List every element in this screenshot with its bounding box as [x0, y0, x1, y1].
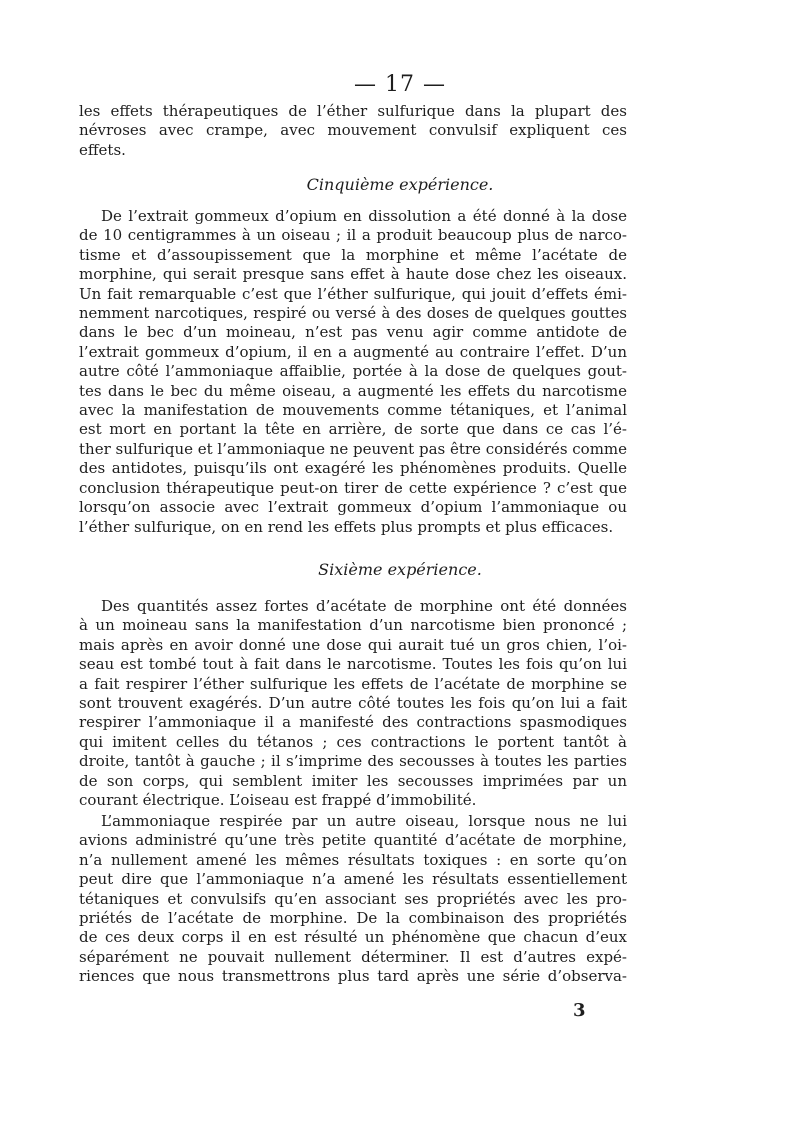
intro-paragraph: [79, 102, 627, 160]
text-line: dans le bec d’un moineau, n’est pas venu agir comme antidote de: [79, 323, 627, 342]
text-line: n’a nullement amené les mêmes résultats toxiques : en sorte qu’on: [79, 850, 627, 869]
section-heading-sixieme: Sixième expérience.: [318, 560, 482, 579]
text-line: des antidotes, puisqu’ils ont exagéré les phénomènes produits. Quelle: [79, 459, 627, 478]
text-line: riences que nous transmettrons plus tard après une série d’observa-: [79, 967, 627, 986]
text-line: névroses avec crampe, avec mouvement convulsif expliquent ces: [79, 121, 627, 140]
text-line: effets.: [79, 140, 126, 159]
text-line: droite, tantôt à gauche ; il s’imprime des secousses à toutes les parties: [79, 752, 627, 771]
text-line: Un fait remarquable c’est que l’éther sulfurique, qui jouit d’effets émi-: [79, 284, 627, 303]
text-line: avec la manifestation de mouvements comme tétaniques, et l’animal: [79, 401, 627, 420]
text-line: a fait respirer l’éther sulfurique les effets de l’acétate de morphine se: [79, 674, 627, 693]
text-line: de ces deux corps il en est résulté un phénomène que chacun d’eux: [79, 928, 627, 947]
text-line: courant électrique. L’oiseau est frappé d’immobilité.: [79, 791, 477, 810]
section6-paragraph-1: [79, 597, 627, 810]
text-line: sont trouvent exagérés. D’un autre côté toutes les fois qu’on lui a fait: [79, 694, 627, 713]
text-line: seau est tombé tout à fait dans le narcotisme. Toutes les fois qu’on lui: [79, 655, 627, 674]
text-line: de 10 centigrammes à un oiseau ; il a produit beaucoup plus de narco-: [79, 226, 627, 245]
text-line: autre côté l’ammoniaque affaiblie, portée à la dose de quelques gout-: [79, 362, 627, 381]
signature-mark: 3: [573, 1000, 586, 1021]
section-heading-cinquieme: Cinquième expérience.: [306, 175, 494, 194]
text-line: mais après en avoir donné une dose qui aurait tué un gros chien, l’oi-: [79, 635, 627, 654]
text-line: qui imitent celles du tétanos ; ces contractions le portent tantôt à: [79, 732, 627, 751]
section5-paragraph: [79, 207, 627, 537]
page-number: — 17 —: [354, 72, 446, 97]
text-line: tétaniques et convulsifs qu’en associant ses propriétés avec les pro-: [79, 889, 627, 908]
text-line: Des quantités assez fortes d’acétate de morphine ont été données: [101, 597, 627, 615]
text-line: à un moineau sans la manifestation d’un narcotisme bien prononcé ;: [79, 616, 627, 635]
text-line: de son corps, qui semblent imiter les secousses imprimées par un: [79, 771, 627, 790]
text-line: respirer l’ammoniaque il a manifesté des contractions spasmodiques: [79, 713, 627, 732]
text-line: l’éther sulfurique, on en rend les effets plus prompts et plus efficaces.: [79, 517, 614, 536]
text-line: les effets thérapeutiques de l’éther sulfurique dans la plupart des: [79, 102, 627, 120]
text-line: est mort en portant la tête en arrière, de sorte que dans ce cas l’é-: [79, 420, 627, 439]
text-line: séparément ne pouvait nullement déterminer. Il est d’autres expé-: [79, 947, 627, 966]
text-line: L’ammoniaque respirée par un autre oiseau, lorsque nous ne lui: [101, 812, 627, 830]
text-line: peut dire que l’ammoniaque n’a amené les résultats essentiellement: [79, 870, 627, 889]
text-line: priétés de l’acétate de morphine. De la combinaison des propriétés: [79, 909, 627, 928]
text-line: conclusion thérapeutique peut-on tirer de cette expérience ? c’est que: [79, 478, 627, 497]
section6-paragraph-2: [79, 812, 627, 987]
text-line: nemment narcotiques, respiré ou versé à des doses de quelques gouttes: [79, 305, 627, 323]
text-line: tes dans le bec du même oiseau, a augmenté les effets du narcotisme: [79, 381, 627, 400]
text-line: ther sulfurique et l’ammoniaque ne peuvent pas être considérés comme: [79, 439, 628, 458]
text-line: tisme et d’assoupissement que la morphine et même l’acétate de: [79, 245, 627, 264]
text-line: morphine, qui serait presque sans effet à haute dose chez les oiseaux.: [79, 265, 627, 284]
text-line: De l’extrait gommeux d’opium en dissolution a été donné à la dose: [101, 207, 627, 225]
text-line: lorsqu’on associe avec l’extrait gommeux d’opium l’ammoniaque ou: [79, 498, 627, 517]
text-line: avions administré qu’une très petite quantité d’acétate de morphine,: [79, 831, 627, 850]
text-line: l’extrait gommeux d’opium, il en a augmenté au contraire l’effet. D’un: [79, 342, 627, 361]
